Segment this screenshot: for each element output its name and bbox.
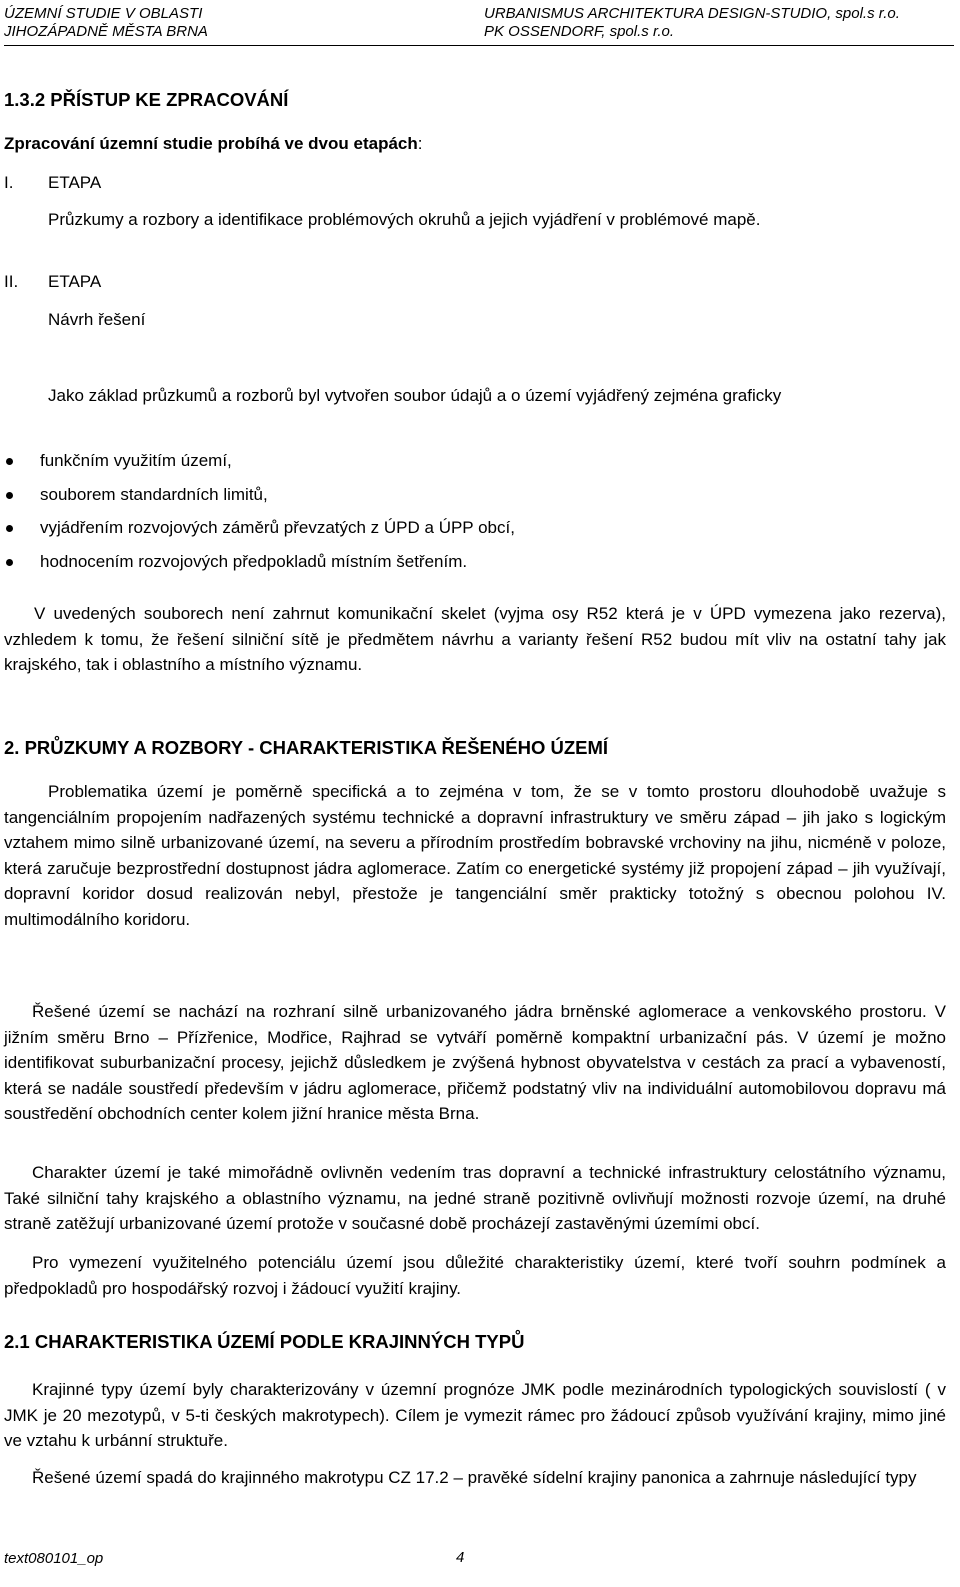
section-heading-2-1: 2.1 CHARAKTERISTIKA ÚZEMÍ PODLE KRAJINNÝCH TYPŮ xyxy=(4,1331,525,1352)
paragraph-s2-1: Problematika území je poměrně specifická a to zejména v tom, že se v tomto prostoru dlouhodobě uvažuje s tangenciálním propojením nadřazených systému technické a dopravní infrastruktury ve směru západ – jih jako s logickým vztahem mimo silně urbanizované území, na severu a přírodním prostředím bobravské vrchoviny na jihu, nicméně v poloze, která zaručuje bezprostřední dostupnost jádra aglomerace. Zatím co energetické systémy již propojení západ – jih využívají, dopravní koridor dosud realizován nebyl, přestože je tangenciální směr prakticky totožný s obecnou polohou IV. multimodálního koridoru. xyxy=(4,782,946,929)
bullet-dot xyxy=(6,559,13,566)
list-item xyxy=(0,447,940,481)
list-item-text: funkčním využitím území, xyxy=(40,451,232,470)
stage-2-label: ETAPA xyxy=(48,272,102,291)
list-item xyxy=(0,514,940,548)
paragraph-basis: Jako základ průzkumů a rozborů byl vytvořen soubor údajů a o území vyjádřený zejména graficky xyxy=(48,386,782,405)
stages-intro xyxy=(4,134,423,154)
header-left-line2: JIHOZÁPADNĚ MĚSTA BRNA xyxy=(4,23,208,40)
list-item xyxy=(0,548,940,582)
stages-intro-text: Zpracování územní studie probíhá ve dvou etapách xyxy=(4,134,418,153)
bullet-dot xyxy=(6,458,13,465)
section-heading-1-3-2: 1.3.2 PŘÍSTUP KE ZPRACOVÁNÍ xyxy=(4,89,289,110)
bullet-list xyxy=(0,447,940,581)
header-left xyxy=(4,5,208,41)
stage-1-title xyxy=(4,173,101,193)
header-right-line1: URBANISMUS ARCHITEKTURA DESIGN-STUDIO, spol.s r.o. xyxy=(484,5,900,22)
header-right xyxy=(484,5,900,41)
paragraph-s2-2: Řešené území se nachází na rozhraní silně urbanizovaného jádra brněnské aglomerace a venkovského prostoru. V jižním směru Brno – Přízřenice, Modřice, Rajhrad se vytváří poměrně kompaktní urbanizační pás. V území je možno identifikovat suburbanizační procesy, jejichž důsledkem je zvýšená hybnost obyvatelstva v cestách za prací a vybaveností, která se nadále soustředí především v jádru aglomerace, přičemž podstatný vliv na individuální automobilovou dopravu má soustředění obchodních center kolem jižní hranice města Brna. xyxy=(4,1002,946,1123)
stage-1-number: I. xyxy=(4,173,14,192)
paragraph-s2-3: Charakter území je také mimořádně ovlivněn vedením tras dopravní a technické infrastruktury celostátního významu, Také silniční tahy krajského a oblastního významu, na jedné straně pozitivně ovlivňují možnosti rozvoje území, na druhé straně zatěžují urbanizované území protože v současné době procházejí zastavěnými územími obcí. xyxy=(4,1163,946,1233)
stage-1-description: Průzkumy a rozbory a identifikace problémových okruhů a jejich vyjádření v problémové mapě. xyxy=(48,210,761,229)
bullet-dot xyxy=(6,492,13,499)
section-heading-2: 2. PRŮZKUMY A ROZBORY - CHARAKTERISTIKA ŘEŠENÉHO ÚZEMÍ xyxy=(4,737,609,758)
paragraph-s2-4: Pro vymezení využitelného potenciálu území jsou důležité charakteristiky území, které tvoří souhrn podmínek a předpokladů pro hospodářský rozvoj i žádoucí využití krajiny. xyxy=(4,1253,946,1298)
stage-2-number: II. xyxy=(4,272,19,291)
header-right-line2: PK OSSENDORF, spol.s r.o. xyxy=(484,23,675,40)
paragraph-note: V uvedených souborech není zahrnut komunikační skelet (vyjma osy R52 která je v ÚPD vymezena jako rezerva), vzhledem k tomu, že řešení silniční sítě je předmětem návrhu a varianty řešení R52 budou mít vliv na ostatní tahy jak krajského, tak i oblastního a místního významu. xyxy=(4,604,946,674)
header-divider xyxy=(4,45,954,46)
list-item-text: souborem standardních limitů, xyxy=(40,484,268,504)
list-item-text: hodnocením rozvojových předpokladů místním šetřením. xyxy=(40,551,468,571)
stage-2-description: Návrh řešení xyxy=(48,310,146,329)
list-item-text: vyjádřením rozvojových záměrů převzatých z ÚPD a ÚPP obcí, xyxy=(40,518,515,537)
stages-intro-colon: : xyxy=(417,134,423,153)
footer-page-number: 4 xyxy=(456,1549,465,1566)
list-item xyxy=(0,481,940,515)
stage-1-label: ETAPA xyxy=(48,173,102,192)
paragraph-s21-1: Krajinné typy území byly charakterizovány v územní prognóze JMK podle mezinárodních typologických souvislostí ( v JMK je 20 mezotypů, v 5-ti českých makrotypech). Cílem je vymezit rámec pro žádoucí způsob využívání krajiny, mimo jiné ve vztahu k urbánní struktuře. xyxy=(4,1380,946,1450)
footer-document-id: text080101_op xyxy=(4,1550,104,1567)
header-left-line1: ÚZEMNÍ STUDIE V OBLASTI xyxy=(4,5,203,22)
stage-2-title xyxy=(4,272,101,292)
bullet-dot xyxy=(6,525,13,532)
paragraph-s21-2: Řešené území spadá do krajinného makrotypu CZ 17.2 – pravěké sídelní krajiny panonica a zahrnuje následující typy xyxy=(32,1468,917,1487)
